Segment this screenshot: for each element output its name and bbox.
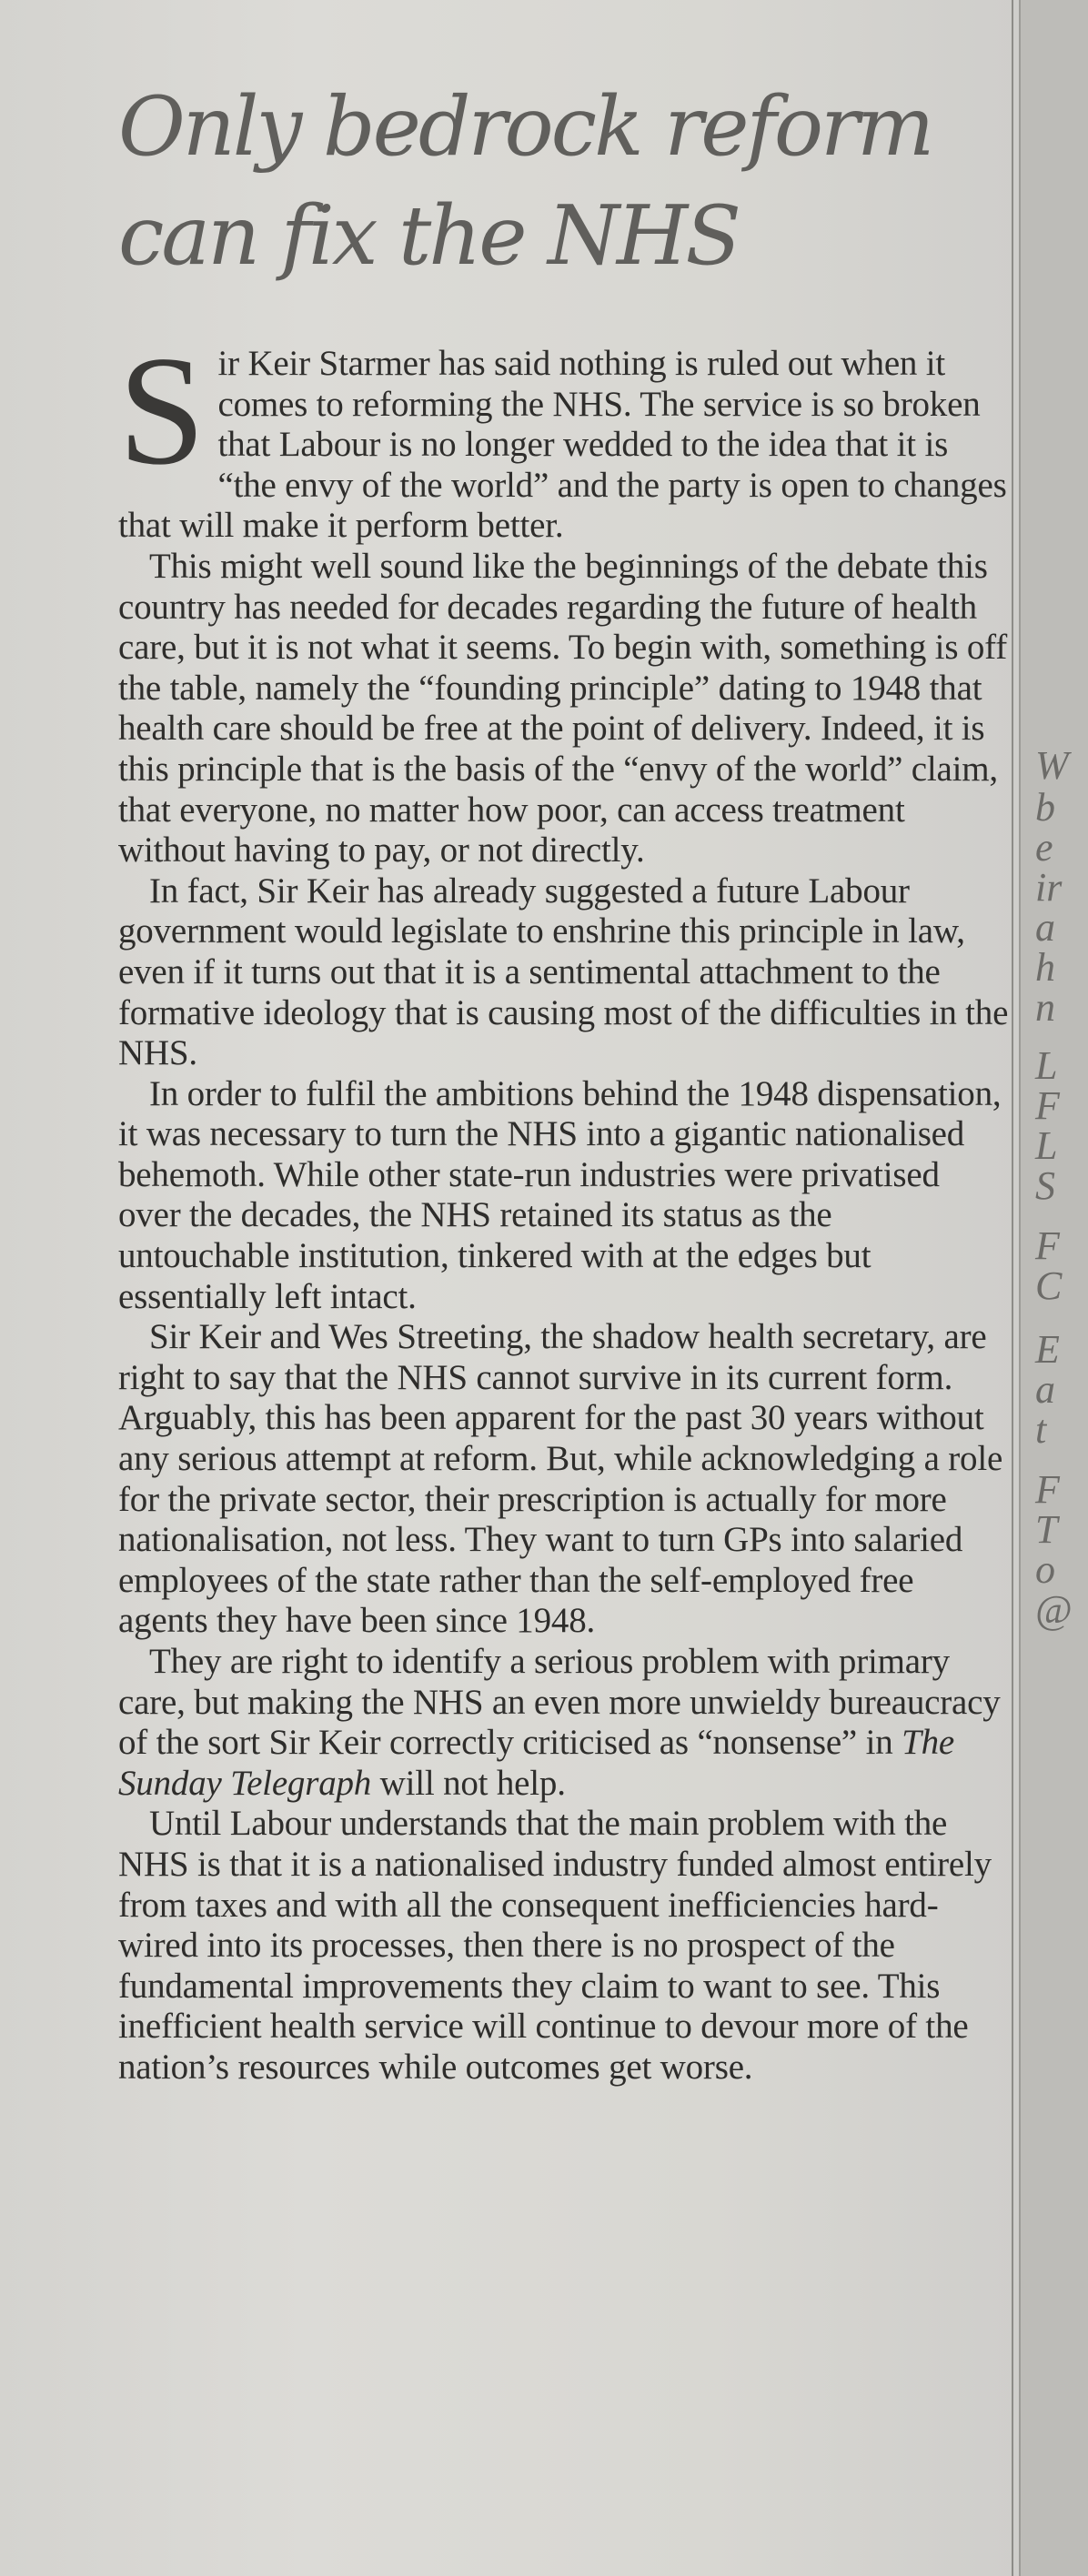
adjacent-fragment: a (1035, 1367, 1055, 1412)
paragraph-6-text: They are right to identify a serious problem with primary care, but making the NHS an even more unwieldy bureaucracy of the sort Sir Keir correctly criticised as “nonsense” in (118, 1642, 1001, 1763)
article-body (118, 325, 1010, 2088)
publication-name: The Sunday Telegraph (118, 1723, 954, 1803)
adjacent-fragment: e (1035, 825, 1053, 870)
adjacent-fragment: b (1035, 785, 1055, 830)
adjacent-fragment: C (1035, 1263, 1063, 1308)
adjacent-fragment: ir (1035, 865, 1063, 910)
adjacent-fragment: L (1035, 1123, 1058, 1168)
adjacent-fragment: T (1035, 1507, 1058, 1552)
adjacent-fragment: h (1035, 945, 1055, 990)
adjacent-fragment: o (1035, 1547, 1055, 1592)
adjacent-fragment: W (1035, 743, 1069, 788)
adjacent-fragment: E (1035, 1327, 1060, 1372)
adjacent-fragment: a (1035, 905, 1055, 950)
column-rule (1012, 0, 1013, 2576)
adjacent-fragment: t (1035, 1407, 1047, 1452)
paragraph-2: This might well sound like the beginnings of the debate this country has needed for decades regarding the future of health care, but it is not what it seems. To begin with, something is off the table, namely the “founding principle” dating to 1948 that health care should be free at the point of delivery. Indeed, it is this principle that is the basis of the “envy of the world” claim, that everyone, no matter how poor, can access treatment without having to pay, or not directly. (118, 546, 1008, 870)
drop-cap: S (118, 325, 206, 498)
paragraph-6-end: will not help. (371, 1763, 566, 1803)
headline (118, 73, 1010, 291)
adjacent-fragment: L (1035, 1043, 1058, 1088)
adjacent-fragment: F (1035, 1223, 1060, 1268)
paragraph-5: Sir Keir and Wes Streeting, the shadow health secretary, are right to say that the NHS cannot survive in its current form. Arguably, this has been apparent for the past 30 years without any serious attempt at reform. But, while acknowledging a role for the private sector, their prescription is actually for more nationalisation, not less. They want to turn GPs into salaried employees of the state rather than the self-employed free agents they have been since 1948. (118, 1317, 1003, 1641)
paragraph-1 (118, 325, 1010, 547)
adjacent-fragment: F (1035, 1083, 1060, 1128)
paragraph-3: In fact, Sir Keir has already suggested a future Labour government would legislate to enshrine this principle in law, even if it turns out that it is a sentimental attachment to the formative ideology that is causing most of the difficulties in the NHS. (118, 870, 1009, 1073)
paragraph-6 (118, 1642, 1010, 1804)
paragraph-7: Until Labour understands that the main problem with the NHS is that it is a nationalised industry funded almost entirely from taxes and with all the consequent inefficiencies hard-wired into its processes, then there is no prospect of the fundamental improvements they claim to want to see. This inefficient health service will continue to devour more of the nation’s resources while outcomes get worse. (118, 1804, 992, 2087)
article (118, 73, 1010, 2088)
headline-line-1: Only bedrock reform (118, 79, 932, 175)
paragraph-4: In order to fulfil the ambitions behind the 1948 dispensation, it was necessary to turn the NHS into a gigantic nationalised behemoth. While other state-run industries were privatised over the decades, the NHS retained its status as the untouchable institution, tinkered with at the edges but essentially left intact. (118, 1073, 1002, 1316)
headline-line-2: can fix the NHS (118, 188, 739, 284)
adjacent-column (1019, 0, 1088, 2576)
adjacent-fragment: n (1035, 985, 1055, 1030)
adjacent-fragment: @ (1035, 1587, 1073, 1632)
adjacent-fragment: S (1035, 1163, 1055, 1208)
adjacent-fragment: F (1035, 1467, 1060, 1512)
paragraph-1-text: ir Keir Starmer has said nothing is ruled out when it comes to reforming the NHS. The service is so broken that Labour is no longer wedded to the idea that it is “the envy of the world” and the party is open to changes that will make it perform better. (118, 344, 1007, 546)
